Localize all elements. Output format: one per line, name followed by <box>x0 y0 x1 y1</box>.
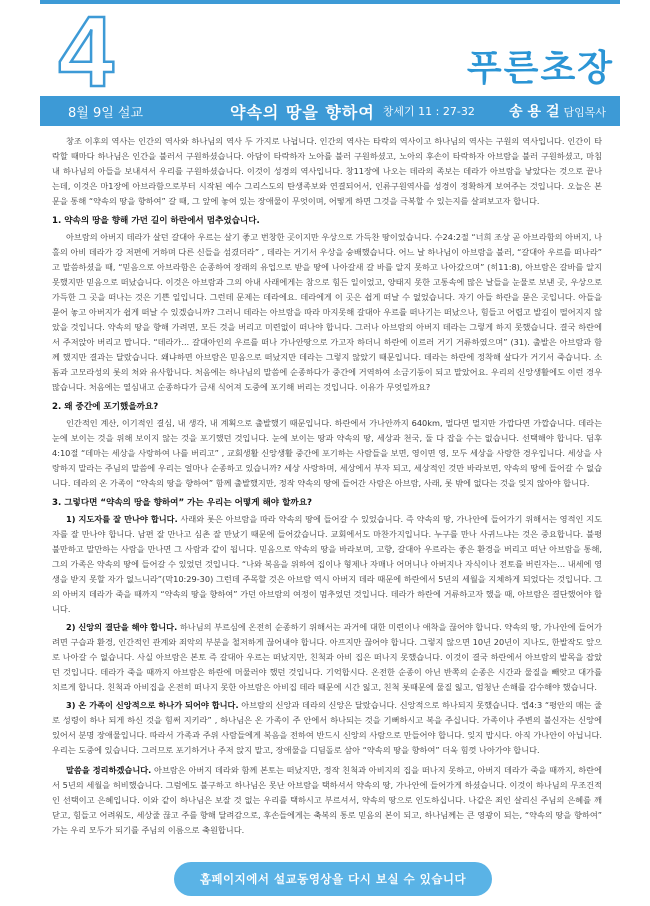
sermon-body <box>52 134 602 841</box>
intro-paragraph: 창조 이후의 역사는 인간의 역사와 하나님의 역사 두 가지로 나뉩니다. 인간의 역사는 타락의 역사이고 하나님의 역사는 구원의 역사입니다. 인간이 타락할 때마다 하나님은 인간을 불러서 구원하셨습니다. 아담이 타락하자 노아를 불러 구원하셨고, 노아의 후손이 타락하자 아브람을 불러 구원하셨고, 마침내 하나님의 아들을 보내셔서 우리를 구원하셨습니다. 이것이 성경의 역사입니다. 창11장에 나오는 데라의 족보는 데라가 아브람을 낳았다는 것으로 끝나는데, 이것은 마1장에 아브라함으로부터 시작된 예수 그리스도의 탄생족보와 연결되어서, 인류구원역사를 성경이 정확하게 보여주는 것입니다. 오늘은 본문을 통해 “약속의 땅을 향하여” 갈 때, 그 앞에 놓여 있는 장애물이 무엇이며, 어떻게 하면 그것을 극복할 수 있는지를 살펴보고자 합니다. <box>52 136 602 206</box>
section-3-1-paragraph <box>52 512 602 617</box>
video-notice-banner: 홈페이지에서 설교동영상을 다시 보실 수 있습니다 <box>174 862 492 896</box>
section-3-3-lead: 3) 온 가족이 신앙적으로 하나가 되어야 합니다. <box>66 700 239 710</box>
section-3-2-paragraph <box>52 620 602 695</box>
conclusion-text: 아브람은 아버지 데라와 함께 본토는 떠났지만, 정작 친척과 아비지의 집을 떠나지 못하고, 아버지 데라가 죽을 때까지, 하란에서 5년의 세월을 허비했습니다. 그럼에도 불구하고 하나님은 못난 아브람을 택하셔서 약속의 땅, 가나안에 들어가게 하셨습니다. 이것이 하나님의 무조건적인 선택이고 은혜입니다. 이와 같이 하나님은 보잘 것 없는 우리를 택하시고 부르셔서, 약속의 땅으로 인도하십니다. 나같은 죄인 살리신 주님의 은혜를 깨닫고, 힘들고 어려워도, 세상줄 끊고 주를 향해 달려감으로, 후손들에게는 축복의 통로 믿음의 본이 되고, 하나님께는 큰 영광이 되는, “약속의 땅을 향하여” 가는 우리 모두가 되기를 주님의 이름으로 축원합니다. <box>52 765 602 835</box>
section-1-heading: 1. 약속의 땅을 향해 가던 길이 하란에서 멈추었습니다. <box>52 216 260 226</box>
conclusion-lead: 말씀을 정리하겠습니다. <box>66 765 152 775</box>
section-3-2-lead: 2) 신앙의 결단을 해야 합니다. <box>66 622 178 632</box>
section-2-heading: 2. 왜 중간에 포기했을까요? <box>52 402 159 412</box>
pastor <box>509 101 620 121</box>
sermon-header-bar <box>40 96 620 126</box>
conclusion-paragraph <box>52 763 602 838</box>
section-3-3-text: 아브람의 신앙과 데라의 신앙은 달랐습니다. 신앙적으로 하나되지 못했습니다. 엡4:3 “평안의 매는 줄로 성령이 하나 되게 하신 것을 힘써 지키라” , 하나님은 온 가족이 주 안에서 하나되는 것을 기뻐하시고 복을 주십니다. 가족이나 주변의 불신자는 신앙에 있어서 분명 장애물입니다. 따라서 가족과 주위 사람들에게 복음을 전하여 반드시 신앙의 사람으로 만들어야 합니다. 잊지 맙시다. 아직 가나안이 아닙니다. 우리는 도중에 있습니다. 그러므로 포기하거나 주저 앉지 말고, 장애물을 디딤돌로 삼아 “약속의 땅을 향하여” 더욱 힘껏 나아가야 합니다. <box>52 700 602 755</box>
scripture-reference: 창세기 11 : 27-32 <box>382 105 475 118</box>
pastor-title: 담임목사 <box>563 106 606 119</box>
svg-text:4: 4 <box>58 4 114 94</box>
newsletter-brand: 푸른초장 <box>466 48 614 89</box>
section-1-paragraph: 아브람의 아버지 데라가 살던 갈대아 우르는 살기 좋고 번창한 곳이지만 우상으로 가득찬 땅이었습니다. 수24:2절 “너희 조상 곧 아브라함의 아버지, 나홀의 아비 데라가 강 저편에 거하며 다른 신들을 섬겼더라” , 데라는 거기서 우상을 숭배했습니다. 어느 날 하나님이 아브람을 불러, “갈대아 우르를 떠나라” 고 말씀하셨을 때, “믿음으로 아브라함은 순종하여 장래의 유업으로 받을 땅에 나아갈새 갈 바를 알지 못하고 나아갔으며” (히11:8), 아브람은 갈바를 알지 못했지만 믿음으로 떠났습니다. 이것은 아브람과 그의 아내 사래에게는 참으로 힘든 일이었고, 양태지 못한 고통속에 많은 날들을 눈물로 보낸 곳, 우상으로 가득한 그 곳을 떠나는 것은 기쁜 일입니다. 그런데 문제는 데라에요. 데라에게 이 곳은 쉽게 떠날 수 없었습니다. 자기 아들 하란을 묻은 곳입니다. 아들을 묻어 놓고 아버지가 쉽게 떠날 수 있겠습니까? 그러니 데라는 아브람을 따라 마지못해 갈대아 우르를 떠나기는 떠났으나, 힘들고 어렵고 발길이 떨어지지 않았을 것입니다. 약속의 땅을 향해 가려면, 모든 것을 버리고 미련없이 떠나야 합니다. 그러나 아브람의 아버지 데라는 그렇게 하지 못했습니다. 결국 하란에서 주저앉아 버리고 맙니다. “데라가... 갈대아인의 우르를 떠나 가나안땅으로 가고자 하더니 하란에 이르러 거기 거류하였으며” (31). 출발은 아브람과 함께 했지만 결과는 달랐습니다. 왜냐하면 아브람은 믿음으로 떠났지만 데라는 그렇지 않았기 때문입니다. 데라는 하란에 정착해 살다가 거기서 죽습니다. 소돔과 고모라성의 롯의 처와 유사합니다. 처음에는 하나님의 말씀에 순종하다가 중간에 거역하여 소금기둥이 되고 말았어요. 우리의 신앙생활에도 이런 경우 많습니다. 처음에는 열심내고 순종하다가 금새 식어져 도중에 포기해 버리는 것입니다. 이유가 무엇일까요? <box>52 232 603 392</box>
top-rule <box>40 0 620 4</box>
pastor-name: 송 용 걸 <box>509 104 560 120</box>
section-3-3-paragraph <box>52 698 602 758</box>
section-3-1-lead: 1) 지도자를 잘 만나야 합니다. <box>66 514 178 524</box>
sermon-title: 약속의 땅을 향하여 <box>230 102 375 122</box>
section-3-1-text: 사래와 롯은 아브람을 따라 약속의 땅에 들어갈 수 있었습니다. 즉 약속의 땅, 가나안에 들어가기 위해서는 영적인 지도자를 잘 만나야 합니다. 남편 잘 만나고 심촌 잘 만났기 때문에 들어갔습니다. 교회에서도 마찬가지입니다. 누구를 만나 사귀느냐는 것은 중요합니다. 불평불만하고 말만하는 사람을 만나면 그 사람과 같이 됩니다. 믿음으로 약속의 땅을 바라보며, 고향, 갈대아 우르라는 좋은 환경을 버리고 떠난 아브람을 통해, 그의 가족은 약속의 땅에 들어갈 수 있었던 것입니다. “나와 복음을 위하여 집이나 형제나 자매나 어머니나 아버지나 자식이나 전토를 버린자는... 내세에 영생을 받지 못할 자가 없느니라”(막10:29-30) 그런데 주목할 것은 아브람 역시 아버지 데라 때문에 하란에서 5년의 세월을 지체하게 되었다는 것입니다. 그의 아버지 데라가 죽을 때까지 “약속의 땅을 향하여” 가던 아브람의 여정이 멈추었던 것입니다. 데라가 하란에 거류하고자 했을 때, 아브람은 결단했어야 합니다. <box>52 514 603 614</box>
sermon-date: 8월 9일 설교 <box>68 105 144 121</box>
section-3-heading: 3. 그렇다면 “약속의 땅을 향하여” 가는 우리는 어떻게 해야 할까요? <box>52 498 312 508</box>
section-2-paragraph: 인간적인 계산, 이기적인 결심, 내 생각, 내 계획으로 출발했기 때문입니다. 하란에서 가나안까지 640km, 멀다면 멀지만 가깝다면 가깝습니다. 데라는 눈에 보이는 것을 위해 보이지 않는 것을 포기했던 것입니다. 눈에 보이는 땅과 약속의 땅, 세상과 천국, 둘 다 잡을 수는 없습니다. 선택해야 합니다. 딤후4:10절 “데마는 세상을 사랑하여 나를 버리고” , 교회생활 신앙생활 중간에 포기하는 사람들을 보면, 영이면 영, 모두 세상을 사랑한 경우입니다. 세상을 사랑하지 말라는 주님의 말씀에 우리는 얼마나 순종하고 있습니까? 세상 사랑하며, 세상에서 부자 되고, 세상적인 것만 바라보면, 약속의 땅에 들어갈 수 없습니다. 데라의 온 가족이 “약속의 땅을 향하여” 함께 출발했지만, 정작 약속의 땅에 들어간 사람은 아브람, 사래, 롯 밖에 없다는 것을 잊지 않아야 합니다. <box>52 418 602 488</box>
issue-number <box>46 4 126 94</box>
section-3-2-text: 하나님의 부르심에 온전히 순종하기 위해서는 과거에 대한 미련이나 애착을 끊어야 합니다. 약속의 땅, 가나안에 들어가려면 구습과 환경, 인간적인 관계와 죄악의 부분을 철저하게 끊어내야 합니다. 아프지만 끊어야 합니다. 그렇지 않으면 10년 20년이 지나도, 한발작도 앞으로 나아갈 수 없습니다. 사실 아브람은 본토 즉 갈대아 우르는 떠났지만, 친척과 아비 집은 떠나지 못했습니다. 이것이 결국 하란에서 아브람의 발목을 잡았던 것입니다. 데라가 죽을 때까지 아브람은 하란에 머물러야 했던 것입니다. 기억합시다. 온전한 순종이 아닌 반쪽의 순종은 시간과 물질을 빼앗고 대가를 치르게 합니다. 친척과 아비집을 온전히 떠나지 못한 아브람은 아비집 데라 때문에 시간 잃고, 친척 롯때문에 물질 잃고, 엄청난 손해를 감수해야 했습니다. <box>52 622 603 692</box>
